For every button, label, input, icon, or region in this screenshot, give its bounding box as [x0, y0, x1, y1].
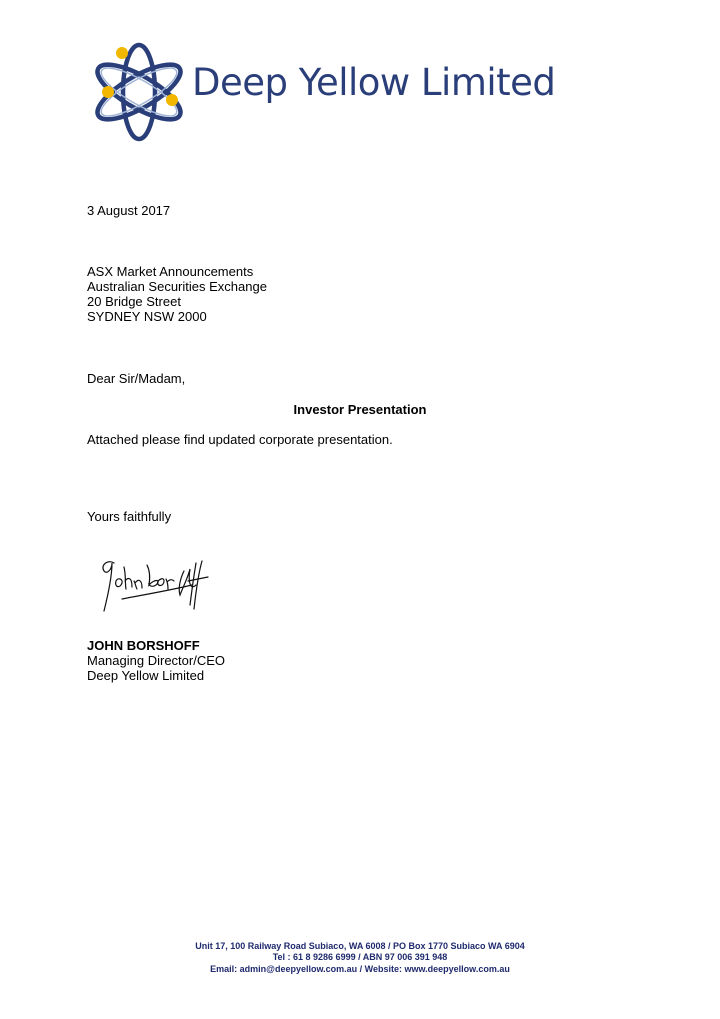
footer-email-website: Email: admin@deepyellow.com.au / Website: www.deepyellow.com.au: [210, 964, 510, 974]
signatory-name: JOHN BORSHOFF: [87, 638, 200, 653]
footer-address: Unit 17, 100 Railway Road Subiaco, WA 6008 / PO Box 1770 Subiaco WA 6904: [195, 941, 525, 951]
addressee-line-4: SYDNEY NSW 2000: [87, 309, 207, 324]
letter-date: 3 August 2017: [87, 203, 171, 218]
body-text: Attached please find updated corporate presentation.: [87, 432, 393, 447]
closing: Yours faithfully: [87, 509, 172, 524]
addressee-line-2: Australian Securities Exchange: [87, 279, 267, 294]
company-name: Deep Yellow Limited: [192, 61, 556, 104]
addressee-line-3: 20 Bridge Street: [87, 294, 181, 309]
signatory-title: Managing Director/CEO: [87, 653, 225, 668]
signatory-company: Deep Yellow Limited: [87, 668, 205, 683]
addressee-line-1: ASX Market Announcements: [87, 264, 254, 279]
atom-logo-icon: [84, 38, 194, 142]
footer-contact: Tel : 61 8 9286 6999 / ABN 97 006 391 948: [272, 952, 448, 962]
subject-heading: Investor Presentation: [293, 402, 427, 417]
signature-image: [92, 555, 217, 617]
salutation: Dear Sir/Madam,: [87, 371, 186, 386]
